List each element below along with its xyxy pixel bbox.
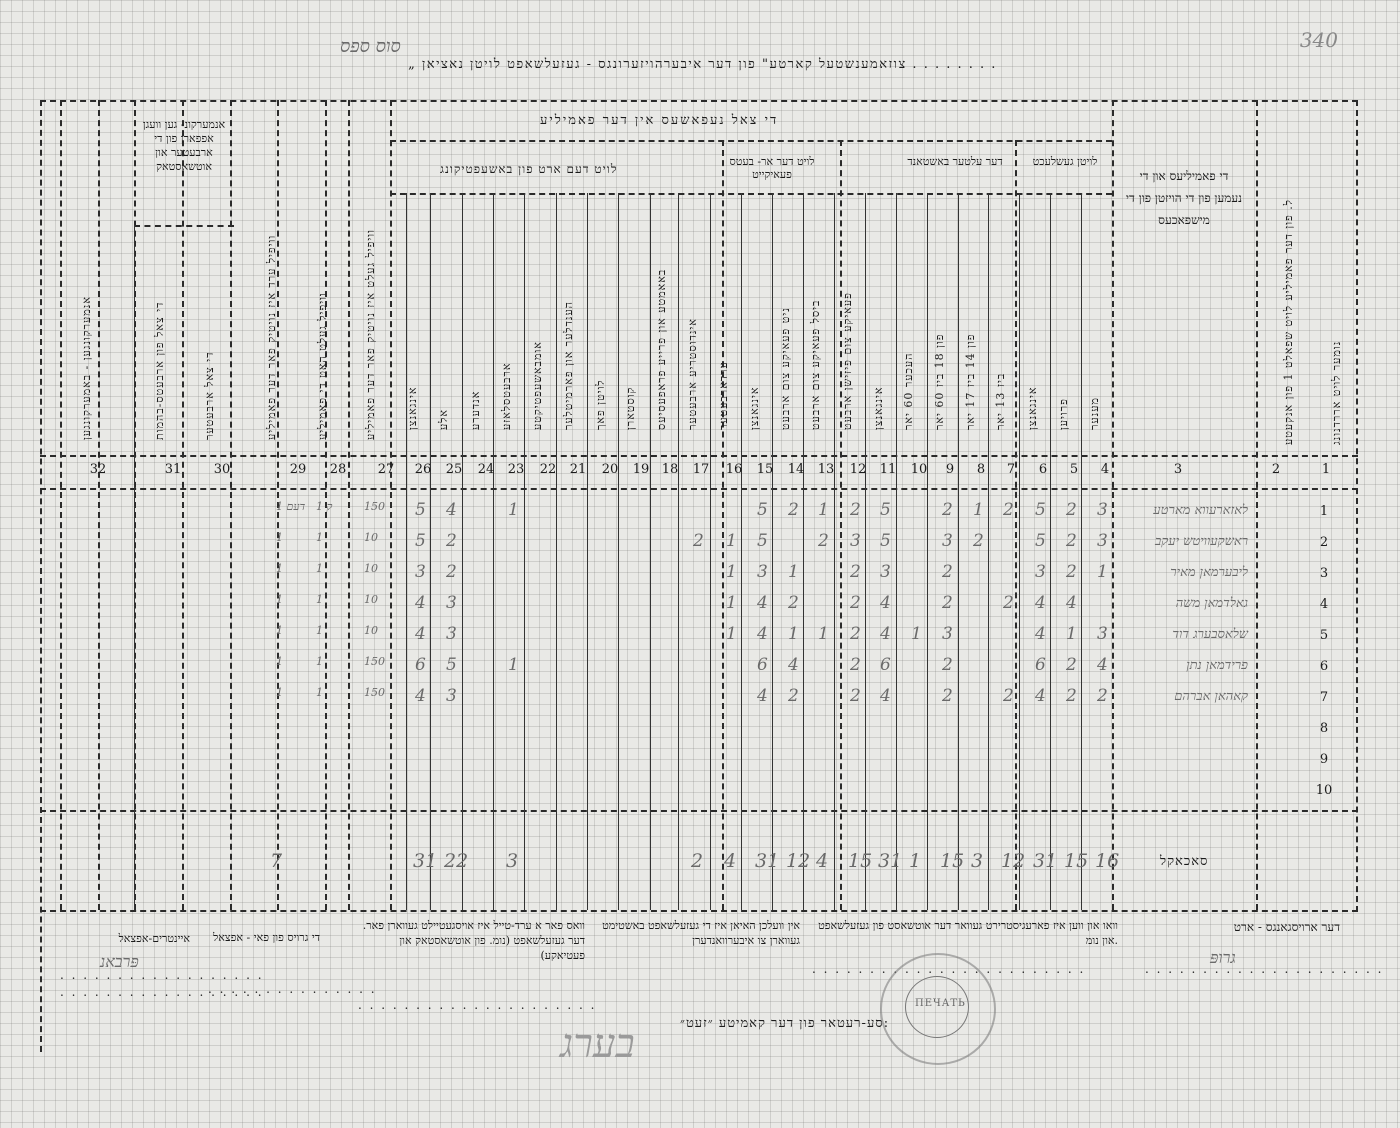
footer-secretary: סע-רעטאר פון דער קאמיטע ״זעט״: [680,1016,890,1031]
cell-col-9: 3 [942,624,953,644]
column-number-28: 28 [329,462,347,477]
cell-col-26: 4 [415,593,426,613]
column-number-23: 23 [507,462,525,477]
column-divider [927,193,928,910]
column-number-20: 20 [601,462,619,477]
column-header-24: אנדערע [469,390,482,430]
column-divider [98,100,100,910]
column-number-29: 29 [289,462,307,477]
cell-col-11: 3 [880,562,891,582]
pencil-note: סוס ספס [340,36,401,57]
column-number-13: 13 [817,462,835,477]
table-bottom-line [40,910,1358,912]
cell-col-9: 2 [942,562,953,582]
cell-col-25: 4 [446,500,457,520]
column-divider [430,193,431,910]
cell-col-4: 3 [1097,531,1108,551]
cell-col-11: 5 [880,500,891,520]
cell-col-29: 1 דעם [276,500,306,513]
cell-col-5: 1 [1066,624,1077,644]
corner-number: 340 [1299,28,1338,52]
family-name: ליבערמאן מאיר [1170,565,1248,580]
column-number-19: 19 [632,462,650,477]
cell-col-11: 4 [880,593,891,613]
totals-top-line [40,810,1358,812]
cell-col-6: 6 [1035,655,1046,675]
subgroup-line [390,193,1112,195]
cell-col-25: 3 [446,624,457,644]
total-col-6: 31 [1033,850,1058,872]
column-number-6: 6 [1038,462,1048,477]
column-divider [618,193,619,910]
cell-col-27: 150 [364,500,385,513]
row-number: 8 [1319,721,1329,736]
frame-top [40,100,1358,102]
row-number: 2 [1319,535,1329,550]
signature-b: פּרבאנ [100,952,139,971]
signature-a: גרופּ [1210,948,1236,967]
column-divider [1256,100,1258,910]
column-divider [390,100,392,910]
cell-col-23: 1 [508,655,519,675]
cell-col-11: 4 [880,624,891,644]
number-row-bottom-line [40,488,1358,490]
cell-col-28: 1 [316,624,323,637]
column-divider [406,193,407,910]
frame-right [1356,100,1358,912]
cell-col-29: 1 [276,624,283,637]
cell-col-28: 1 [316,531,323,544]
column-number-15: 15 [756,462,774,477]
total-col-12: 15 [848,850,873,872]
cell-col-5: 2 [1066,655,1077,675]
total-col-25: 22 [444,850,469,872]
column-divider [988,193,989,910]
cell-col-12: 2 [850,624,861,644]
total-col-7: 12 [1001,850,1026,872]
total-col-10: 1 [909,850,922,872]
column-divider [1081,193,1082,910]
cell-col-15: 4 [757,593,768,613]
column-header-8: פון 14 ביז 17 יאר [964,333,977,430]
subgroup-divider [1015,140,1017,910]
stamp-text: ПЕЧАТЬ [915,998,966,1009]
column-number-4: 4 [1100,462,1110,477]
column-header-21: הענדלער און פארמיטלער [562,301,575,430]
cell-col-7: 2 [1003,500,1014,520]
row-number: 7 [1319,690,1329,705]
column-header-12: פעאיקע צום פיזישן ארבעט [841,292,854,430]
row-number: 9 [1319,752,1329,767]
column-header-23: ארבעטסלאזע [500,362,513,430]
column-header-30: די צאל ארבעטער [203,351,216,440]
group-header: די צאל נעפאשעס אין דער פאמיליע [540,113,779,128]
cell-col-28: 1 [316,686,323,699]
column-divider [524,193,525,910]
footer-departure-place: דער ארויסגאנגס - ארט [1233,920,1340,934]
form-title: „ צוזאמענשטעל קארטע" פון דער איבערהויזערונגס - געזעלשאפט לויטן נאציאן . . . . . . . . [408,57,997,72]
cell-col-25: 2 [446,531,457,551]
row-number: 10 [1315,783,1333,798]
cell-col-12: 2 [850,686,861,706]
column-divider [182,100,184,910]
dots-4: . . . . . . . . . . . . . . . [208,982,377,996]
column-number-2: 2 [1271,462,1281,477]
column-header-5: פרויען [1057,398,1070,430]
column-number-21: 21 [569,462,587,477]
row-number: 5 [1319,628,1329,643]
column-header-16: ערדארבעטער [717,361,730,430]
cell-col-15: 4 [757,624,768,644]
column-header-27: וויפיל געלט איז נויטיק פאר דער פאמיליע [364,229,377,440]
column-header-4: מענער [1088,397,1101,430]
dots-6: . . . . . . . . . . . . . . . . . . [60,985,264,999]
total-col-17: 2 [691,850,704,872]
cell-col-14: 1 [788,562,799,582]
column-divider [772,193,773,910]
cell-col-11: 5 [880,531,891,551]
cell-col-29: 1 [276,531,283,544]
column-header-18: באאמטע און פרייע פראפעסיעס [655,268,668,430]
column-header-32: אנמערקונגען - באמערקונגען [80,296,93,440]
cell-col-5: 2 [1066,531,1077,551]
row-number: 4 [1319,597,1329,612]
cell-col-28: 1 [316,593,323,606]
cell-col-26: 5 [415,531,426,551]
total-col-5: 15 [1064,850,1089,872]
cell-col-8: 1 [973,500,984,520]
column-header-22: אומבאשעפטיקטע [531,341,544,430]
column-number-14: 14 [787,462,805,477]
dots-3: . . . . . . . . . . . . . . . . . . . . . [358,998,597,1012]
column-divider [865,193,866,910]
column-header-29: וויפיל ערד איז נויטיק פאר דער פאמיליע [265,234,278,440]
column-number-32: 32 [89,462,107,477]
cell-col-12: 2 [850,593,861,613]
footer-allotted-land: וואס פאר א ערד-טייל איז אויסגעטיילט געווארן פאר. דער געזעלשאפט (נומ. פון אוטשאסטאק און פעטיאקע) [362,919,585,962]
cell-col-29: 1 [276,686,283,699]
cell-col-15: 5 [757,531,768,551]
dots-2: . . . . . . . . . . . . . . . . . . . . . . . . [812,962,1086,976]
cell-col-6: 4 [1035,593,1046,613]
cell-col-17: 2 [693,531,704,551]
column-divider [834,193,835,910]
cell-col-16: 1 [726,531,737,551]
cell-col-9: 2 [942,686,953,706]
column-header-17: אינדוסטריע ארבעטער [686,318,699,430]
subgroup-by-sex: לויטן געשלעכט [1032,155,1098,168]
cell-col-28: 1 [316,562,323,575]
cell-col-23: 1 [508,500,519,520]
cell-col-14: 2 [788,593,799,613]
cell-col-9: 3 [942,531,953,551]
family-name: לאזארעווא מארטע [1153,503,1248,518]
cell-col-15: 5 [757,500,768,520]
cell-col-5: 4 [1066,593,1077,613]
total-col-8: 3 [971,850,984,872]
cell-col-4: 3 [1097,624,1108,644]
column-header-11: אינגאנצן [872,386,885,430]
column-divider [896,193,897,910]
cell-col-13: 2 [818,531,829,551]
cell-col-5: 2 [1066,686,1077,706]
column-header-9: פון 18 ביז 60 יאר [933,333,946,430]
cell-col-11: 4 [880,686,891,706]
column-header-15: אינגאנצן [748,386,761,430]
column-number-18: 18 [661,462,679,477]
cell-col-10: 1 [911,624,922,644]
cell-col-25: 3 [446,686,457,706]
family-name: גאלדמאן משה [1175,596,1248,611]
cell-col-9: 2 [942,655,953,675]
cell-col-27: 10 [364,593,378,606]
family-name: קאהאן אברהם [1174,689,1248,704]
cell-col-25: 3 [446,593,457,613]
cell-col-28: 1 ק [316,500,333,513]
plan-subline [134,225,234,227]
cell-col-5: 2 [1066,500,1077,520]
total-col-9: 15 [940,850,965,872]
cell-col-6: 4 [1035,686,1046,706]
cell-col-9: 2 [942,500,953,520]
dots-5: . . . . . . . . . . . . . . . . . . [60,968,264,982]
column-number-10: 10 [910,462,928,477]
column-number-11: 11 [879,462,897,477]
total-col-16: 4 [724,850,737,872]
family-name: פרידמאן נתן [1186,658,1248,673]
total-col-13: 4 [816,850,829,872]
dots-1: . . . . . . . . . . . . . . . . . . . . . [1145,962,1384,976]
column-divider [462,193,463,910]
cell-col-14: 1 [788,624,799,644]
total-col-29: 7 [270,850,283,872]
cell-col-16: 1 [726,562,737,582]
cell-col-6: 5 [1035,500,1046,520]
total-col-15: 31 [755,850,780,872]
total-col-11: 31 [878,850,903,872]
cell-col-6: 3 [1035,562,1046,582]
column-header-28: וויפיל געלט האט די פאמיליע [316,292,329,440]
cell-col-4: 3 [1097,500,1108,520]
cell-col-27: 150 [364,686,385,699]
cell-col-29: 1 [276,655,283,668]
footer-family-size: די גרויס פון פאי - אפצאל [213,931,320,944]
column-header-19: קוסטארן [624,386,637,430]
cell-col-25: 5 [446,655,457,675]
cell-col-27: 10 [364,531,378,544]
cell-col-7: 2 [1003,686,1014,706]
cell-col-12: 2 [850,500,861,520]
cell-col-29: 1 [276,593,283,606]
total-col-14: 12 [786,850,811,872]
cell-col-26: 4 [415,686,426,706]
cell-col-5: 2 [1066,562,1077,582]
totals-label: סאכאקל [1160,854,1209,869]
total-col-4: 16 [1095,850,1120,872]
cell-col-26: 4 [415,624,426,644]
header-bottom-line [40,455,1358,457]
family-names-header: די פאמיליעס און די נעמען פון די הויזטן פון די מישפאכעס [1125,169,1243,227]
column-number-30: 30 [213,462,231,477]
total-col-26: 31 [413,850,438,872]
column-divider [803,193,804,910]
column-header-31: די צאל פון ארבעטס-בהמות [153,301,166,440]
cell-col-27: 150 [364,655,385,668]
column-number-26: 26 [414,462,432,477]
footer-entry-count: איינטרים-אפצאל [118,932,190,945]
cell-col-11: 6 [880,655,891,675]
cell-col-26: 5 [415,500,426,520]
column-divider [1112,100,1114,910]
cell-col-25: 2 [446,562,457,582]
column-header-26: אינגאנצן [406,386,419,430]
cell-col-12: 3 [850,531,861,551]
column-number-22: 22 [539,462,557,477]
column-number-16: 16 [725,462,743,477]
subgroup-by-ability: לויט דער אר- בעטס פעאיקייט [729,155,815,181]
column-number-31: 31 [164,462,182,477]
column-number-5: 5 [1069,462,1079,477]
footer-registration: וואו און ווען איז פארעגיסטרירט געוואר דער אוטשאסט פון געזעלשאפט און נומ. [818,919,1118,947]
total-col-23: 3 [506,850,519,872]
column-header-13: ביסל פעאיקע צום ארבעט [809,299,822,430]
column-divider [1050,193,1051,910]
signature-c: בערג [560,1021,635,1067]
column-divider [741,193,742,910]
cell-col-14: 2 [788,500,799,520]
group-header-line [390,140,1112,142]
plan-header: אנמערקונ- גען וועגן אפפארן פון די ארבעטער און אוטשאסטאק [142,118,226,173]
cell-col-8: 2 [973,531,984,551]
column-divider [587,193,588,910]
footer-destination: אין וועלכן האיאן איז די געזעלשאפט באשטימט געווארן צו איבערוואנדערן [602,919,800,947]
column-divider [348,100,350,910]
cell-col-14: 4 [788,655,799,675]
cell-col-13: 1 [818,500,829,520]
column-number-17: 17 [692,462,710,477]
cell-col-29: 1 [276,562,283,575]
cell-col-15: 6 [757,655,768,675]
cell-col-6: 5 [1035,531,1046,551]
column-header-7: ביז 13 יאר [994,372,1007,430]
cell-col-4: 1 [1097,562,1108,582]
column-header-1: נומער לויט אררדנונג [1330,340,1343,445]
column-header-25: אלע [437,409,450,430]
cell-col-9: 2 [942,593,953,613]
cell-col-27: 10 [364,562,378,575]
column-header-10: העכער 60 יאר [902,352,915,430]
column-divider [650,193,651,910]
column-number-12: 12 [849,462,867,477]
column-number-24: 24 [477,462,495,477]
column-divider [60,100,62,910]
cell-col-16: 1 [726,624,737,644]
column-number-8: 8 [976,462,986,477]
cell-col-28: 1 [316,655,323,668]
row-number: 6 [1319,659,1329,674]
cell-col-14: 2 [788,686,799,706]
family-name: ראשקעוויטש יעקב [1155,534,1248,549]
column-divider [958,193,959,910]
row-number: 3 [1319,566,1329,581]
cell-col-4: 4 [1097,655,1108,675]
cell-col-16: 1 [726,593,737,613]
column-header-2: ל. פון דער פאמיליע לויט שפאלט 1 פון אנקעטע [1282,199,1295,445]
cell-col-13: 1 [818,624,829,644]
subgroup-divider [840,140,842,910]
cell-col-26: 6 [415,655,426,675]
column-header-14: ניט פעאיקע צום ארבעט [779,307,792,430]
family-name: שלאסבערג דוד [1172,627,1248,642]
column-header-20: לויטן פאך [594,379,607,430]
cell-col-12: 2 [850,655,861,675]
column-divider [678,193,679,910]
column-number-1: 1 [1321,462,1331,477]
column-divider [556,193,557,910]
subgroup-by-place: לויט דעם ארט פון באשעפטיקונג [440,162,618,176]
subgroup-by-age: דער עלטער באשטאנד [907,155,1003,168]
cell-col-15: 3 [757,562,768,582]
column-divider [1019,193,1020,910]
column-number-3: 3 [1173,462,1183,477]
cell-col-26: 3 [415,562,426,582]
column-number-9: 9 [945,462,955,477]
column-number-27: 27 [377,462,395,477]
cell-col-4: 2 [1097,686,1108,706]
column-divider [230,100,232,910]
subgroup-divider [722,140,724,910]
column-number-25: 25 [445,462,463,477]
cell-col-7: 2 [1003,593,1014,613]
column-number-7: 7 [1006,462,1016,477]
column-divider [493,193,494,910]
cell-col-12: 2 [850,562,861,582]
cell-col-15: 4 [757,686,768,706]
cell-col-27: 10 [364,624,378,637]
column-divider [134,225,135,910]
column-divider [710,193,711,910]
column-header-6: אינגאנצן [1026,386,1039,430]
row-number: 1 [1319,504,1329,519]
cell-col-6: 4 [1035,624,1046,644]
